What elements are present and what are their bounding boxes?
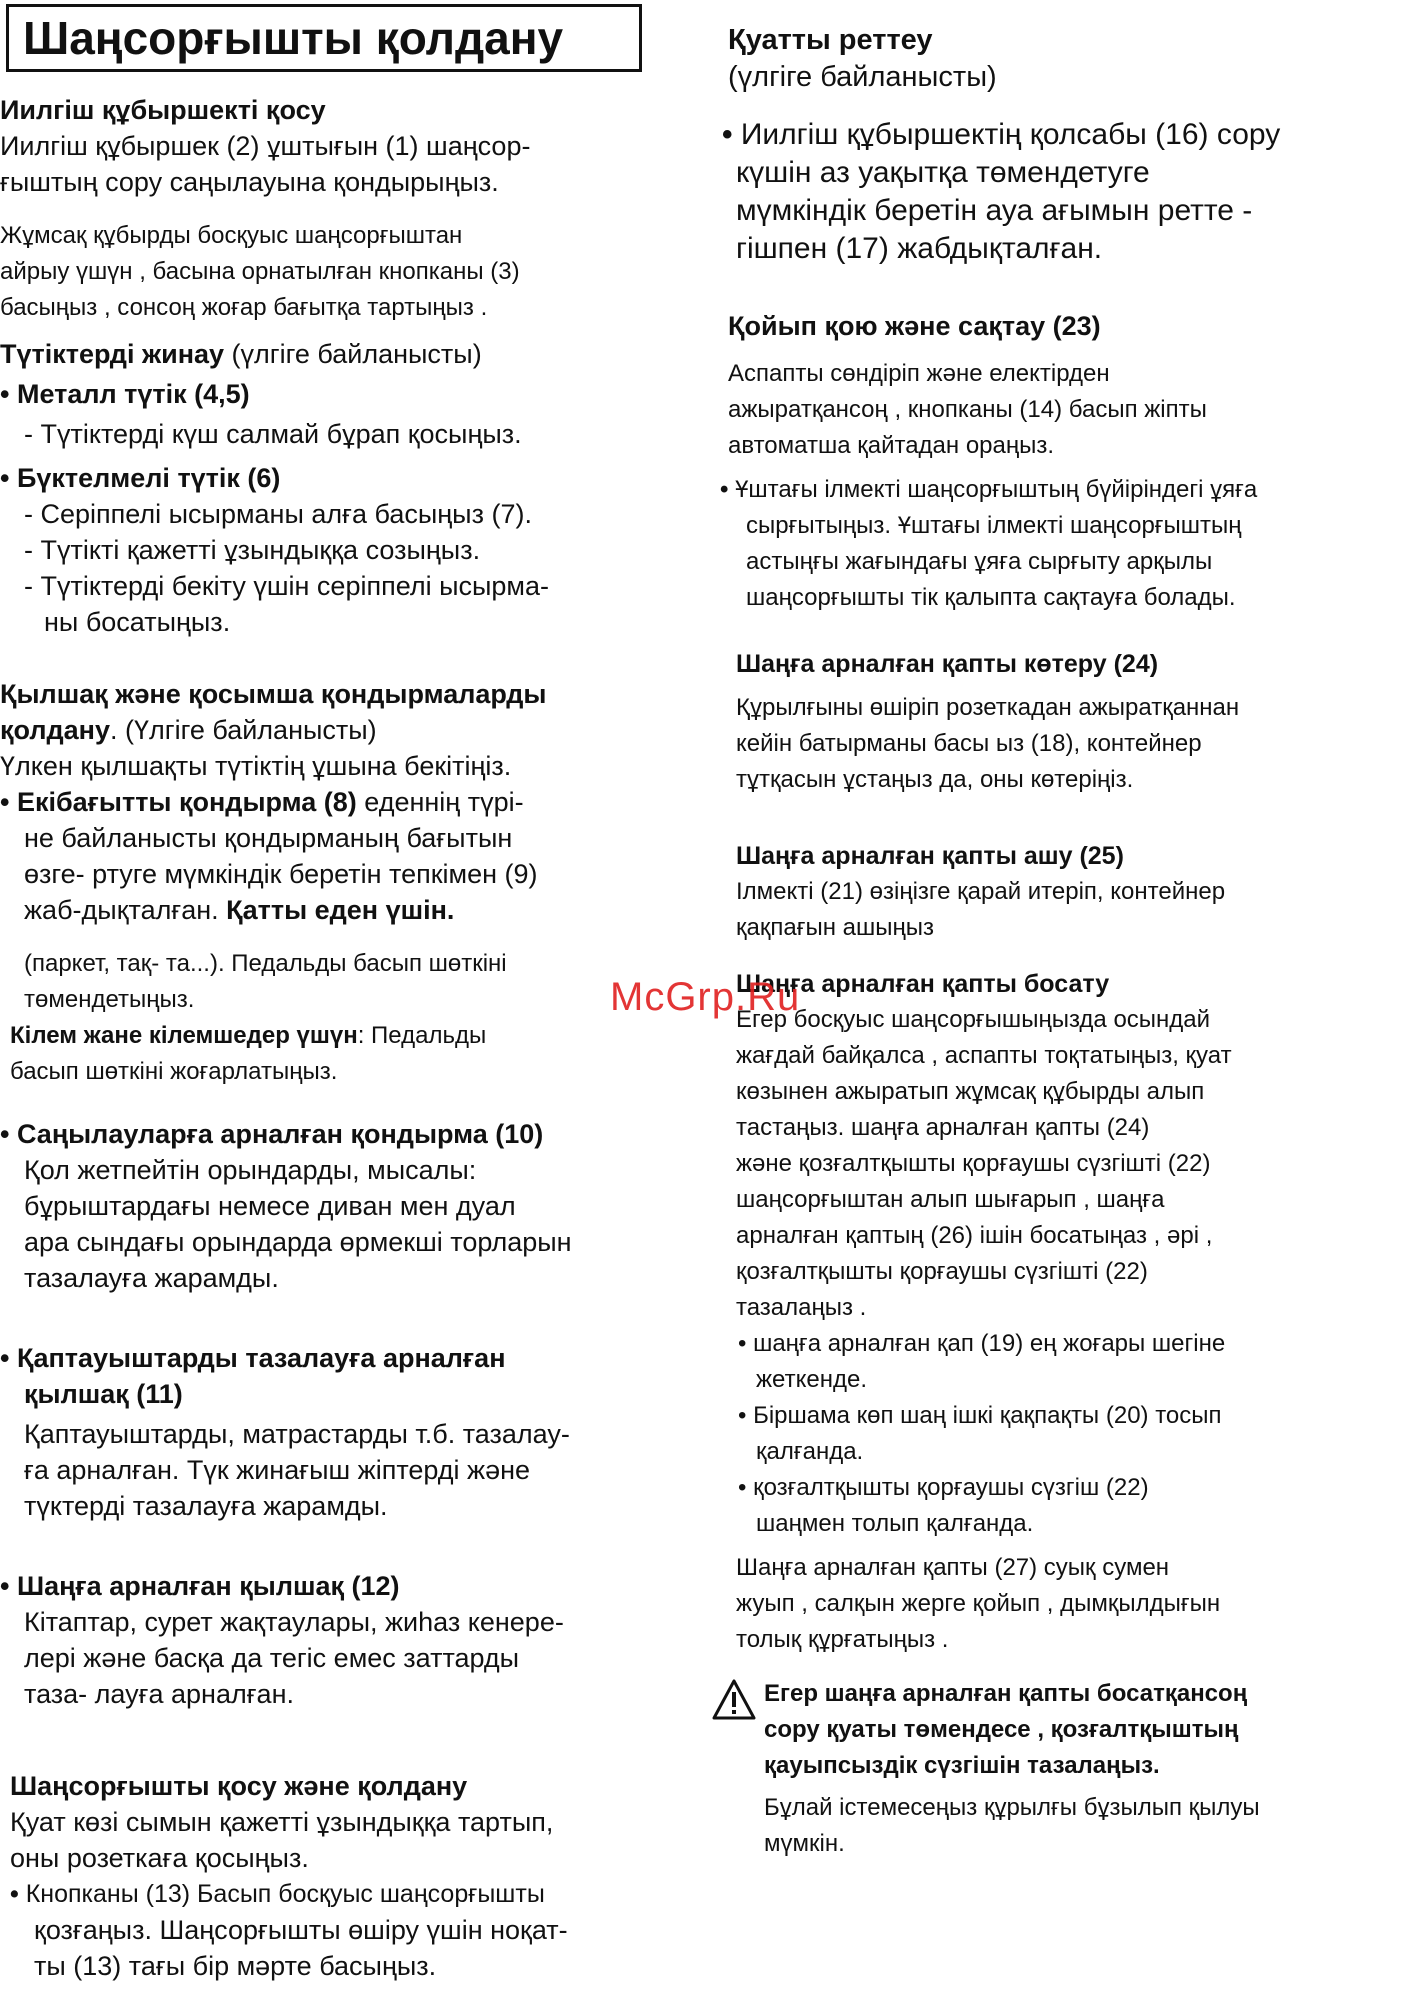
text-line: Ілмекті (21) өзіңізге қарай итеріп, контейнер — [736, 878, 1226, 905]
warning-block — [764, 1676, 1260, 1862]
section-heading: Иилгіш құбыршекті қосу — [0, 95, 326, 125]
text-line: ты (13) тағы бір мәрте басыңыз. — [34, 1951, 437, 1981]
text-line: Иилгіш құбыршек (2) ұштығын (1) шаңсор- — [0, 131, 531, 161]
text-line: оны розеткаға қосыңыз. — [10, 1843, 309, 1873]
heading-note: (үлгіге байланысты) — [224, 339, 482, 369]
warning-triangle-icon — [712, 1678, 756, 1722]
section-heading: Шаңға арналған қапты ашу (25) — [736, 842, 1124, 870]
section-heading: Қойып қою және сақтау (23) — [728, 311, 1101, 341]
text-line: жаб-дықталған. — [24, 895, 227, 925]
text-line: бұрыштардағы немесе диван мен дуал — [24, 1191, 516, 1221]
text-line: шаңмен толып қалғанда. — [756, 1510, 1034, 1537]
text-line: (паркет, тақ- та...). Педальды басып шөткіні — [24, 950, 507, 977]
text-line: Шаңға арналған қапты (27) суық сумен — [736, 1554, 1170, 1581]
text-line: қалғанда. — [756, 1438, 864, 1465]
text-line: айрыу үшүн , басына орнатылған кнопканы (3) — [0, 258, 520, 285]
heading-note: . (Үлгіге байланысты) — [109, 715, 377, 745]
list-item: қылшақ (11) — [24, 1379, 183, 1409]
text-line: - Түтіктерді күш салмай бұрап қосыңыз. — [24, 419, 522, 449]
text-line: басыңыз , сонсоң жоғар бағытқа тартыңыз . — [0, 294, 488, 321]
text-line: - Серіппелі ысырманы алға басыңыз (7). — [24, 499, 532, 529]
text-line: басып шөткіні жоғарлатыңыз. — [10, 1058, 338, 1085]
section-power — [728, 22, 997, 96]
text-line: жуып , салқын жерге қойып , дымқылдығын — [736, 1590, 1221, 1617]
section-operation — [0, 1768, 568, 1984]
text-line: Құрылғыны өшіріп розеткадан ажыратқаннан — [736, 694, 1240, 721]
text-line: астыңғы жағындағы ұяға сырғыту арқылы — [746, 548, 1213, 575]
section-heading: Түтіктерді жинау — [0, 339, 225, 369]
heading-note: (үлгіге байланысты) — [728, 61, 997, 93]
text-line: - Түтіктерді бекіту үшін серіппелі ысырма- — [24, 571, 549, 601]
section-heading: Қуатты реттеу — [728, 24, 933, 56]
section-heading: Қылшақ және қосымша қондырмаларды — [0, 679, 547, 709]
list-item: • Иилгіш құбыршектің қолсабы (16) сору — [722, 116, 1280, 154]
text-line: мүмкіндік беретін ауа ағымын ретте - — [736, 194, 1253, 227]
text-line: күшін аз уақытқа төмендетуге — [736, 156, 1150, 189]
text-line: Жұмсақ құбырды босқуыс шаңсорғыштан — [0, 222, 463, 249]
text-line: және қозғалтқышты қорғаушы сүзгішті (22) — [736, 1150, 1211, 1177]
text-line: Егер босқуыс шаңсорғышыңызда осындай — [736, 1006, 1211, 1033]
text-line: Қол жетпейтін орындарды, мысалы: — [24, 1155, 477, 1185]
section-brush-modes — [0, 946, 507, 1090]
text-line: не байланысты қондырманың бағытын — [24, 823, 513, 853]
text-line: Кітаптар, сурет жақтаулары, жиһаз кенере- — [24, 1607, 564, 1637]
list-item: • Қаптауыштарды тазалауға арналған — [0, 1340, 570, 1376]
text-line: Үлкен қылшақты түтіктің ұшына бекітіңіз. — [0, 751, 512, 781]
text-line: шаңсорғышты тік қалыпта сақтауға болады. — [746, 584, 1236, 611]
text-line: еденнің түрі- — [356, 787, 524, 817]
text-line: Кілем жане кілемшедер үшүн — [10, 1022, 358, 1049]
section-empty-bag: Шаңға арналған қапты босату Егер босқуыс шаңсорғышыңызда осындай жағдай байқалса , аспапты тоқтатыңыз, қуат көзынен ажыратып жұмсақ құбырды алып тастаңыз. шаңға арналған қапты (24) және қозғалтқышты қорғаушы сүзгішті (22) шаңсорғыштан алып шығарып , шаңға арналған қаптың (26) ішін босатыңаз , әрі , қозғалтқышты қорғаушы сүзгішті (22) тазалаңыз . • шаңға арналған қап (19) ең жоғары шегіне жеткенде. • Біршама көп шаң ішкі қақпақты (20) тосып қалғанда. • қозғалтқышты қорғаушы сүзгіш (22) шаңмен толып қалғанда. Шаңға арналған қапты (27) суық сумен жуып , салқын жерге қойып , дымқылдығын толық құрғатыңыз . — [736, 966, 1232, 1658]
text-line: арналған қаптың (26) ішін босатыңаз , әрі , — [736, 1222, 1213, 1249]
text-line: өзге- ртуге мүмкіндік беретін тепкімен (9) — [24, 859, 538, 889]
section-heading: Шаңсорғышты қосу және қолдану — [10, 1771, 468, 1801]
list-item: Екібағытты қондырма (8) — [16, 787, 357, 817]
section-power-text — [722, 116, 1280, 268]
section-heading: Шаңға арналған қапты көтеру (24) — [736, 650, 1159, 678]
text-line: Қуат көзі сымын қажетті ұзындыққа тартып, — [10, 1807, 554, 1837]
section-dust-brush — [0, 1568, 564, 1712]
text-line: түктерді тазалауға жарамды. — [24, 1491, 388, 1521]
text-line: автоматша қайтадан ораңыз. — [728, 432, 1055, 459]
text-line: жағдай байқалса , аспапты тоқтатыңыз, қуат — [736, 1042, 1232, 1069]
text-line: сырғытыңыз. Ұштағы ілмекті шаңсорғыштың — [746, 512, 1242, 539]
text-line: ны босатыңыз. — [44, 607, 231, 637]
section-hose-detach — [0, 218, 520, 326]
text-line: ара сындағы орындарда өрмекші торларын — [24, 1227, 572, 1257]
list-item: қозғалтқышты қорғаушы сүзгіш (22) — [753, 1474, 1149, 1501]
section-heading: қолдану — [0, 715, 110, 745]
text-line: Аспапты сөндіріп және електірден — [728, 360, 1110, 387]
text-line: көзынен ажыратып жұмсақ құбырды алып — [736, 1078, 1205, 1105]
section-storage-text — [728, 356, 1257, 616]
text-line: төмендетыңыз. — [24, 986, 195, 1013]
text-line: шаңсорғыштан алып шығарып , шаңға — [736, 1186, 1165, 1213]
list-item: Біршама көп шаң ішкі қақпақты (20) тосып — [753, 1402, 1222, 1429]
list-item: • Шаңға арналған қылшақ (12) — [0, 1568, 564, 1604]
section-lift-bag — [736, 646, 1239, 798]
section-crevice — [0, 1116, 572, 1296]
section-brushes — [0, 676, 546, 928]
text-line: тазалауға жарамды. — [24, 1263, 279, 1293]
section-hose — [0, 92, 530, 200]
list-item: • Металл түтік (4,5) — [0, 376, 549, 412]
section-heading: Шаңға арналған қапты босату — [736, 970, 1110, 998]
text-line: ажыратқансоң , кнопканы (14) басып жіпты — [728, 396, 1207, 423]
text-line: қозғалтқышты қорғаушы сүзгішті (22) — [736, 1258, 1148, 1285]
text-line: таза- лауға арналған. — [24, 1679, 294, 1709]
text-line: ғыштың сору саңылауына қондырыңыз. — [0, 167, 499, 197]
text-line: : Педальды — [357, 1022, 487, 1049]
section-storage — [728, 308, 1101, 344]
warning-text: Егер шаңға арналған қапты босатқансоң — [764, 1680, 1248, 1707]
page-title: Шаңсорғышты қолдану — [6, 4, 642, 72]
text-line: ға арналған. Түк жинағыш жіптерді және — [24, 1455, 531, 1485]
text-line: тастаңыз. шаңға арналған қапты (24) — [736, 1114, 1150, 1141]
text-line: Қатты еден үшін. — [226, 895, 455, 925]
list-item: • Ұштағы ілмекті шаңсорғыштың бүйіріндегі ұяға — [720, 472, 1257, 508]
warning-text: қауыпсыздік сүзгішін тазалаңыз. — [764, 1752, 1160, 1779]
text-line: тазалаңыз . — [736, 1294, 867, 1321]
text-line: қақпағын ашыңыз — [736, 914, 934, 941]
section-open-bag — [736, 838, 1225, 946]
text-line: мүмкін. — [764, 1830, 845, 1857]
text-line: жеткенде. — [756, 1366, 867, 1393]
text-line: лері және басқа да тегіс емес заттарды — [24, 1643, 520, 1673]
watermark: McGrp.Ru — [610, 975, 801, 1019]
section-upholstery — [0, 1340, 570, 1524]
text-line: гішпен (17) жабдықталған. — [736, 232, 1103, 265]
text-line: Бұлай істемесеңыз құрылғы бұзылып қылуы — [764, 1794, 1260, 1821]
text-line: қозғаңыз. Шаңсорғышты өшіру үшін ноқат- — [34, 1915, 568, 1945]
warning-text: сору қуаты төмендесе , қозғалтқыштың — [764, 1716, 1239, 1743]
list-item: • Саңылауларға арналған қондырма (10) — [0, 1116, 572, 1152]
list-item: • Кнопканы (13) Басып босқуыс шаңсорғышты — [10, 1876, 568, 1912]
section-tubes — [0, 336, 549, 640]
text-line: толық құрғатыңыз . — [736, 1626, 949, 1653]
list-item: • Бүктелмелі түтік (6) — [0, 460, 549, 496]
text-line: кейін батырманы басы ыз (18), контейнер — [736, 730, 1202, 757]
list-item: шаңға арналған қап (19) ең жоғары шегіне — [753, 1330, 1226, 1357]
text-line: - Түтікті қажетті ұзындыққа созыңыз. — [24, 535, 481, 565]
text-line: Қаптауыштарды, матрастарды т.б. тазалау- — [24, 1419, 570, 1449]
text-line: тұтқасын ұстаңыз да, оны көтеріңіз. — [736, 766, 1134, 793]
